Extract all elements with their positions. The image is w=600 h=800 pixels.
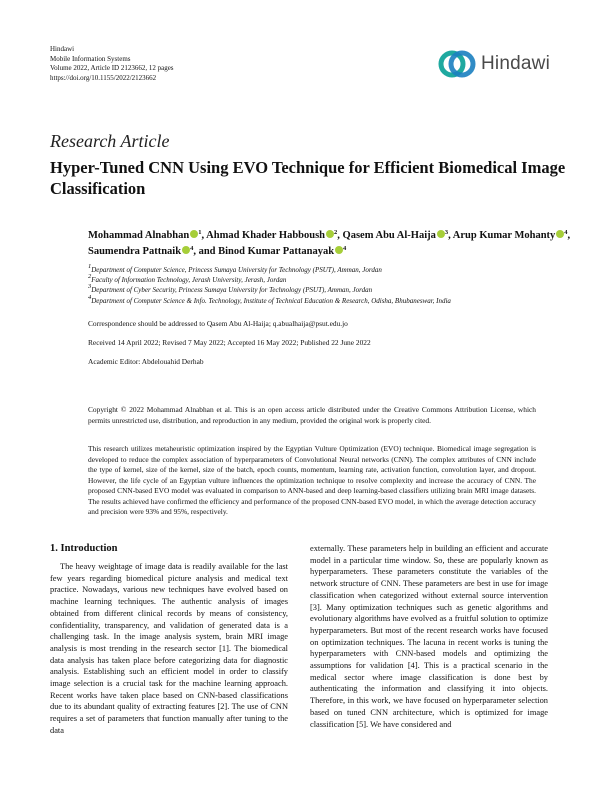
article-type: Research Article <box>50 131 170 151</box>
author-name[interactable]: Arup Kumar Mohanty <box>452 230 556 241</box>
intro-right-column: externally. These parameters help in building an efficient and accurate model in a particular time window. So, these are popularly known as hyperparameters. These parameters constitute the variables of the network structure of CNN. These parameters are best in use for image classification when categorized without external source intervention [3]. Many optimization techniques such as genetic algorithms and evolutionary algorithms have evolved as a fruitful solution to optimize hyperparameters. But most of the recent research works have focused on optimization techniques. The lacuna in recent works is tuning the hyperparameters with CNN-based models and optimizing the assumptions for validation [4]. This is a practical scenario in the medical sector where image classification is done best by authenticating the information and classifying it into objects. Therefore, in this work, we have focused on hyperparameter selection based on tuned CNN architecture, which is optimized for image classification [5]. We have considered and <box>310 544 548 729</box>
affiliation-text: Department of Computer Science & Info. Technology, Institute of Technical Education & Research, Odisha, Bhubaneswar, India <box>91 296 451 305</box>
author-name[interactable]: Qasem Abu Al-Haija <box>342 230 436 241</box>
intro-left-column: The heavy weightage of image data is readily available for the last few years regarding biomedical picture analysis and medical text practice. Nowadays, various new techniques have evolved based on machine learning techniques. The authentic analysis of images obtained from different clinical records by means of consistency, confidentiality, transparency, and validation of generated data is a challenging task. In the image analysis system, brain MRI image analysis is most trending in the research sector [1]. The biomedical data analysis has taken place before categorizing data for diagnostic analysis. Establishing such an efficient model in order to classify image selection is a crucial task for the machine learning approach. Recent works have taken place based on CNN-based classifications due to its abundant quality of extracting features [2]. The use of CNN requires a set of parameters that function manually after tuning to the data <box>50 562 288 735</box>
affiliation-text: Department of Cyber Security, Princess Sumaya University for Technology (PSUT), Amman, Jordan <box>91 286 373 295</box>
author-name[interactable]: Saumendra Pattnaik <box>88 245 182 257</box>
orcid-icon[interactable] <box>437 230 445 238</box>
paper-title: Hyper-Tuned CNN Using EVO Technique for Efficient Biomedical Image Classification <box>50 158 566 198</box>
orcid-icon[interactable] <box>182 246 190 254</box>
hindawi-logo-icon <box>437 48 477 80</box>
copyright-notice: Copyright © 2022 Mohammad Alnabhan et al. This is an open access article distributed under the Creative Commons Attribution License, which permits unrestricted use, distribution, and reproduction in any medium, provided the original work is properly cited. <box>88 405 536 425</box>
author-affiliation-mark: 1 <box>198 229 202 236</box>
affiliation-mark: 4 <box>88 293 92 301</box>
author-affiliation-mark: 4 <box>190 244 194 252</box>
affiliation <box>88 265 578 275</box>
author-list: Mohammad Alnabhan $^1$, Ahmad Khader Habboush $^2$, Qasem Abu Al-Haija $^3$, Arup Kumar Mohanty $^4$, Saumendra Pattnaik $^4$, and Binod Kumar Pattanayak $^4$ <box>88 229 571 257</box>
volume-info: Volume 2022, Article ID 2123662, 12 pages <box>50 64 174 72</box>
author-affiliation-mark: 3 <box>444 229 449 236</box>
publisher-name: Hindawi <box>50 45 75 53</box>
author-affiliation-mark: 4 <box>564 229 568 236</box>
affiliation-text: Department of Computer Science, Princess Sumaya University for Technology (PSUT), Amman, Jordan <box>91 266 382 274</box>
orcid-icon[interactable] <box>326 230 334 238</box>
author-affiliation-mark: 4 <box>343 244 347 252</box>
affiliation-mark: 2 <box>88 273 92 281</box>
academic-editor: Academic Editor: Abdelouahid Derhab <box>88 357 204 366</box>
dates-line: Received 14 April 2022; Revised 7 May 2022; Accepted 16 May 2022; Published 22 June 2022 <box>88 338 371 347</box>
affiliation <box>88 275 578 285</box>
affiliation-mark: 3 <box>88 283 92 291</box>
journal-name: Mobile Information Systems <box>50 54 131 63</box>
affiliation <box>88 293 578 306</box>
affiliation-list <box>88 265 578 306</box>
abstract: This research utilizes metaheuristic optimization inspired by the Egyptian Vulture Optimization (EVO) technique. Biomedical image segregation is developed to reduce the complex association of hyperparameters of Convolutional Neural networks (CNN). The complex attributes of CNN include the type of kernel, size of the kernel, size of the batch, epoch counts, momentum, learning rate, activation function, convolution layer, and dropout. However, the life cycle of an Egyptian vulture influences the optimization technique to resolve complexity and increase the accuracy of CNN. The proposed CNN-based EVO model was evaluated in comparison to ANN-based and deep learning-based classifiers utilizing brain MRI image datasets. The results achieved have confirmed the efficiency and performance of the proposed CNN-based EVO model, in which the average detection accuracy and precision were 93% and 95%, respectively. <box>88 444 536 516</box>
orcid-icon[interactable] <box>335 246 343 254</box>
journal-header <box>50 45 174 83</box>
publisher-logo[interactable] <box>437 46 557 82</box>
author-name[interactable]: Binod Kumar Pattanayak <box>218 245 335 257</box>
author-name[interactable]: Ahmad Khader Habboush <box>206 230 326 241</box>
affiliation <box>88 285 578 295</box>
section-heading: 1. Introduction <box>50 543 118 554</box>
affiliation-text: Faculty of Information Technology, Jerash University, Jerash, Jordan <box>91 276 287 285</box>
logo-text: Hindawi <box>481 53 550 74</box>
author-affiliation-mark: 2 <box>334 229 338 236</box>
correspondence-line: Correspondence should be addressed to Qasem Abu Al-Haija; q.abualhaija@psut.edu.jo <box>88 319 348 328</box>
author-name[interactable]: Mohammad Alnabhan <box>88 230 190 241</box>
doi-link[interactable]: https://doi.org/10.1155/2022/2123662 <box>50 73 157 82</box>
affiliation-mark: 1 <box>88 263 92 270</box>
